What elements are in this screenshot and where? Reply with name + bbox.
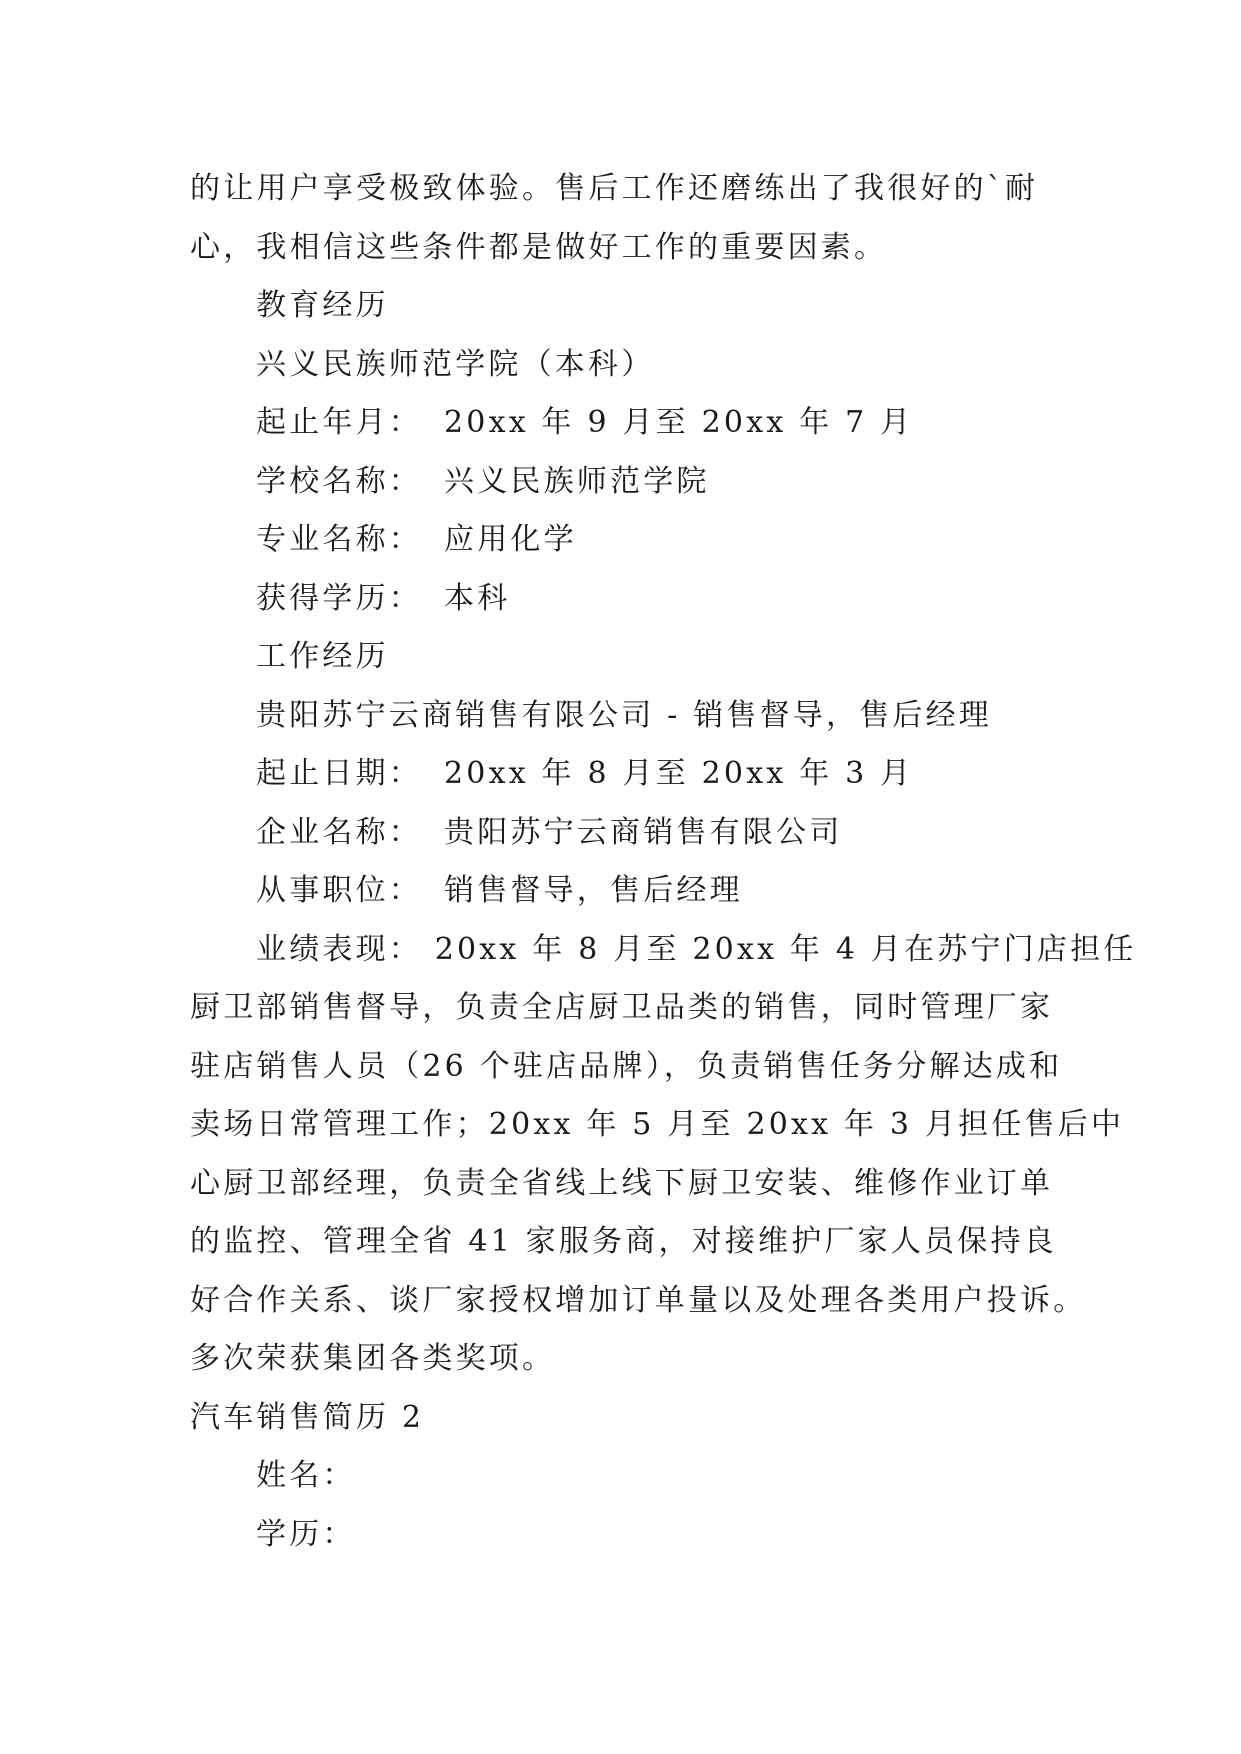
school-name-row (190, 453, 1060, 512)
edu-period-row (190, 394, 1060, 453)
field-value: 销售督导，售后经理 (444, 873, 743, 908)
field-label: 起止日期： (256, 756, 422, 791)
field-value: 应用化学 (444, 522, 577, 557)
company-name-row (190, 804, 1060, 863)
field-value: 兴义民族师范学院 (444, 463, 710, 499)
degree-row (190, 570, 1060, 629)
field-label: 企业名称： (256, 814, 422, 850)
paragraph-line: 的让用户享受极致体验。售后工作还磨练出了我很好的`耐 (190, 171, 1039, 206)
paragraph-line: 的监控、管理全省 41 家服务商，对接维护厂家人员保持良 (190, 1224, 1057, 1259)
paragraph-line: 驻店销售人员（26 个驻店品牌），负责销售任务分解达成和 (190, 1048, 1063, 1084)
paragraph-line: 卖场日常管理工作；20xx 年 5 月至 20xx 年 3 月担任售后中 (190, 1107, 1125, 1142)
major-row (190, 511, 1060, 570)
field-value: 贵阳苏宁云商销售有限公司 (444, 814, 843, 850)
field-value: 20xx 年 9 月至 20xx 年 7 月 (444, 405, 914, 440)
paragraph-line: 多次荣获集团各类奖项。 (190, 1341, 556, 1376)
paragraph-line: 心厨卫部经理，负责全省线上线下厨卫安装、维修作业订单 (190, 1165, 1054, 1201)
field-value: 本科 (444, 580, 511, 616)
document-title: 汽车销售简历 2 (190, 1399, 425, 1435)
field-value: 20xx 年 8 月至 20xx 年 3 月 (444, 756, 914, 791)
field-label: 专业名称： (256, 522, 422, 557)
job-title: 贵阳苏宁云商销售有限公司 - 销售督导，售后经理 (256, 697, 993, 733)
school-title: 兴义民族师范学院（本科） (256, 346, 655, 382)
document-page (190, 160, 1137, 1564)
section-heading-education: 教育经历 (256, 288, 389, 323)
name-field: 姓名： (256, 1458, 356, 1493)
paragraph-line: 厨卫部销售督导，负责全店厨卫品类的销售，同时管理厂家 (190, 990, 1054, 1025)
paragraph-line: 心，我相信这些条件都是做好工作的重要因素。 (190, 229, 888, 265)
field-label: 学校名称： (256, 463, 422, 499)
section-heading-work: 工作经历 (256, 639, 389, 674)
education-field: 学历： (256, 1516, 356, 1552)
paragraph-line: 好合作关系、谈厂家授权增加订单量以及处理各类用户投诉。 (190, 1282, 1087, 1318)
performance-line: 业绩表现： 20xx 年 8 月至 20xx 年 4 月在苏宁门店担任 (256, 931, 1137, 967)
work-period-row (190, 745, 1060, 804)
position-row (190, 862, 1060, 921)
field-label: 从事职位： (256, 873, 422, 908)
field-label: 起止年月： (256, 405, 422, 440)
field-label: 获得学历： (256, 580, 422, 616)
